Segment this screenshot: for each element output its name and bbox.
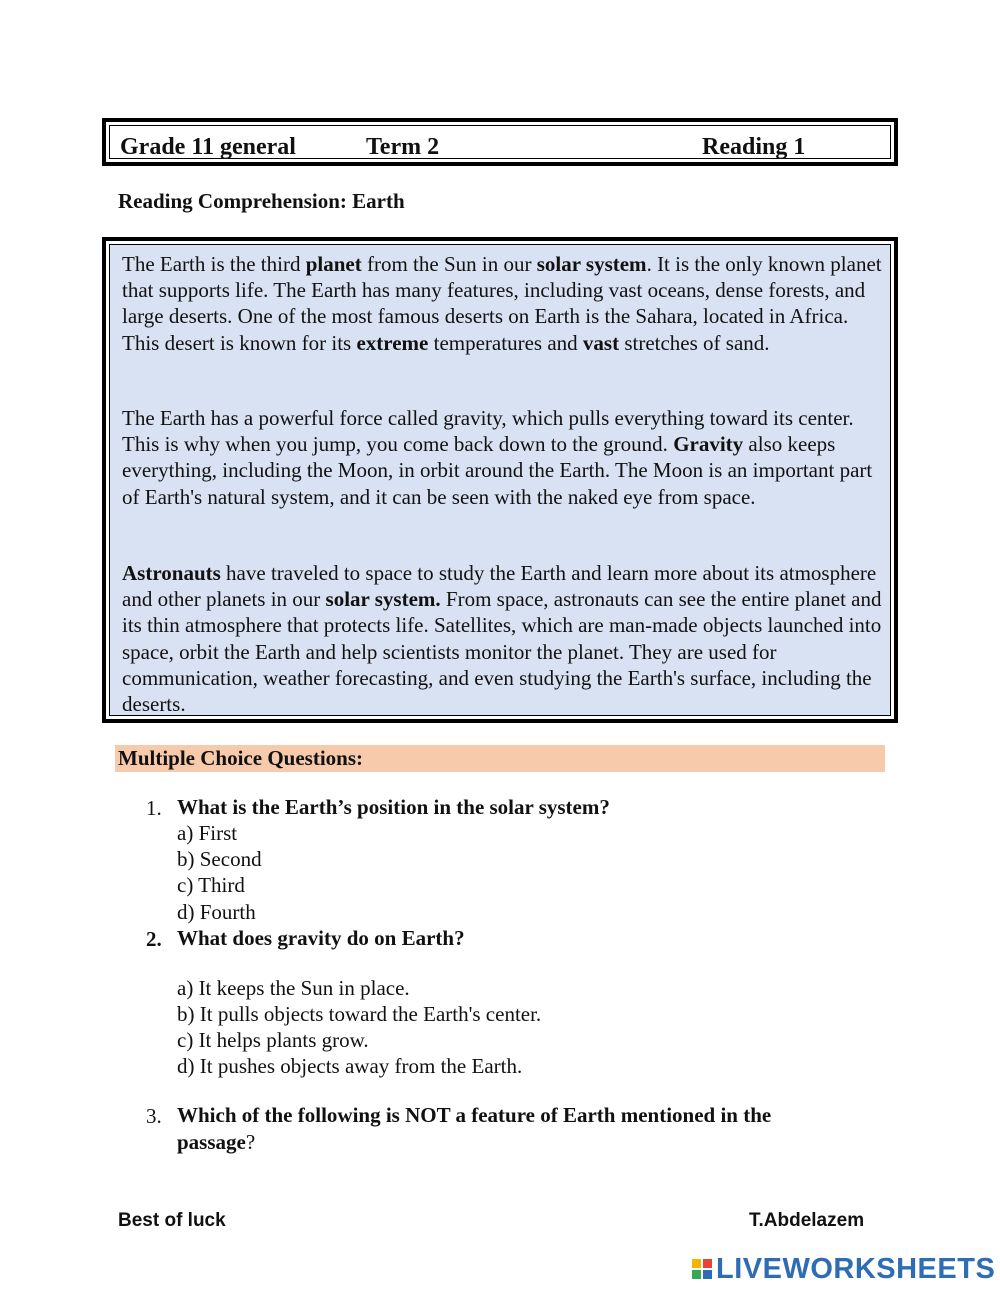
grade-label: Grade 11 general (120, 134, 296, 160)
question-3-mark: ? (245, 1129, 256, 1154)
logo-blocks-icon (692, 1259, 712, 1279)
passage-bold-term: extreme (356, 330, 429, 355)
passage-box (102, 237, 898, 723)
passage-paragraph-3 (122, 560, 890, 717)
question-2-number: 2. (146, 927, 162, 951)
passage-text-run: temperatures and (428, 330, 583, 355)
passage-bold-term: Gravity (673, 432, 744, 457)
q2-option-b[interactable]: b) It pulls objects toward the Earth's center. (177, 1002, 542, 1026)
passage-text-run: have traveled to space to study the Earth and learn more about its atmosphere and other planets in our (122, 561, 877, 612)
q1-option-d[interactable]: d) Fourth (177, 900, 256, 924)
header-box (102, 118, 898, 166)
mcq-heading-bar (115, 745, 885, 772)
question-3-number: 3. (146, 1104, 162, 1128)
q1-option-c[interactable]: c) Third (177, 873, 245, 897)
passage-text-run: The Earth is the third (122, 252, 306, 276)
question-3-line-2: passage (177, 1129, 246, 1154)
passage-text-run: . It is the only known planet that supports life. The Earth has many features, including vast oceans, dense forests, and large deserts. One of the most famous deserts on Earth is the Sahara, located in Africa. This desert is known for its (122, 252, 882, 355)
passage-text-run: stretches of sand. (619, 330, 770, 355)
q1-option-b[interactable]: b) Second (177, 847, 262, 871)
question-3-line-1: Which of the following is NOT a feature of Earth mentioned in the (177, 1103, 772, 1127)
brand-name: LIVEWORKSHEETS (716, 1253, 996, 1285)
question-3-text (177, 1102, 771, 1155)
passage-bold-term: solar system. (325, 587, 441, 612)
q2-option-c[interactable]: c) It helps plants grow. (177, 1028, 369, 1052)
header-inner-border (109, 125, 891, 159)
passage-bold-term: planet (305, 252, 362, 276)
footer-author: T.Abdelazem (749, 1210, 865, 1231)
passage-inner (109, 244, 891, 716)
q2-option-a[interactable]: a) It keeps the Sun in place. (177, 976, 410, 1000)
q2-option-d[interactable]: d) It pushes objects away from the Earth. (177, 1054, 523, 1078)
passage-paragraph-2 (122, 405, 890, 510)
reading-label: Reading 1 (702, 134, 806, 160)
passage-bold-term: Astronauts (122, 561, 221, 585)
passage-bold-term: solar system (536, 252, 647, 276)
q1-option-a[interactable]: a) First (177, 821, 238, 845)
mcq-heading: Multiple Choice Questions: (118, 746, 363, 770)
passage-text-run: from the Sun in our (361, 252, 537, 276)
question-1-number: 1. (146, 796, 162, 820)
footer-best-of-luck: Best of luck (118, 1210, 226, 1231)
passage-bold-term: vast (582, 330, 620, 355)
question-2-text: What does gravity do on Earth? (177, 926, 465, 950)
passage-text-run: also keeps everything, including the Moon, in orbit around the Earth. The Moon is an important part of Earth's natural system, and it can be seen with the naked eye from space. (122, 432, 873, 509)
term-label: Term 2 (366, 134, 440, 160)
question-1-text: What is the Earth’s position in the solar system? (177, 795, 610, 819)
page-title: Reading Comprehension: Earth (118, 189, 405, 213)
passage-text-run: The Earth has a powerful force called gravity, which pulls everything toward its center. This is why when you jump, you come back down to the ground. (122, 406, 854, 457)
passage-paragraph-1 (122, 251, 890, 356)
passage-text-run: From space, astronauts can see the entire planet and its thin atmosphere that protects life. Satellites, which are man-made objects launched into space, orbit the Earth and help scientists monitor the planet. They are used for communication, weather forecasting, and even studying the Earth's surface, including the deserts. (122, 587, 882, 717)
